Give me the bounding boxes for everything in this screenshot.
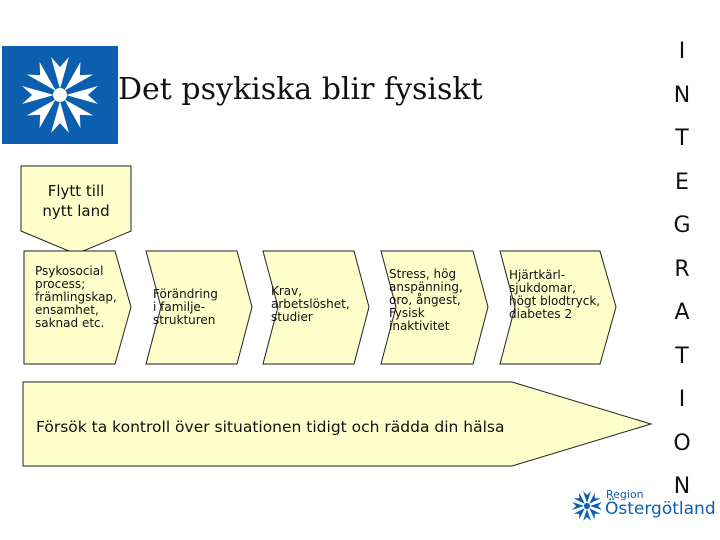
region-ostergotland-logo	[570, 486, 720, 526]
chevron-text: Psykosocial process; främlingskap, ensamhet, saknad etc.	[35, 264, 117, 330]
vertical-letter: O	[673, 430, 691, 456]
chevron-step-1	[23, 250, 132, 365]
callout-move-country	[20, 165, 132, 255]
vertical-letter: T	[675, 343, 689, 369]
integration-vertical-text	[662, 30, 702, 509]
vertical-letter: A	[674, 300, 690, 325]
page-title: Det psykiska blir fysiskt	[118, 72, 483, 107]
chevron-text: Förändring i familje- strukturen	[153, 287, 218, 327]
chevron-step-4	[380, 250, 489, 365]
vertical-letter: T	[675, 126, 689, 151]
chevron-text: Hjärtkärl- sjukdomar, högt blodtryck, diabetes 2	[509, 268, 601, 321]
region-logo-line2: Östergötland	[605, 499, 716, 519]
flower-icon	[2, 46, 118, 144]
vertical-letter: N	[673, 82, 691, 108]
vertical-letter: G	[673, 213, 691, 238]
chevron-text: Stress, hög anspänning, oro, ångest, Fysisk inaktivitet	[389, 267, 463, 333]
region-logo-line1: Region	[606, 488, 644, 501]
vertical-letter: I	[678, 387, 686, 412]
vertical-letter: E	[675, 169, 689, 195]
vertical-letter: R	[674, 256, 690, 282]
chevron-step-5	[499, 250, 617, 365]
callout-text: Flytt till nytt land	[42, 182, 110, 220]
chevron-text: Krav, arbetslöshet, studier	[271, 284, 350, 324]
vertical-letter: N	[673, 474, 691, 499]
chevron-step-2	[145, 250, 253, 365]
chevron-step-3	[262, 250, 370, 365]
small-flower-icon	[570, 488, 604, 524]
big-arrow-text: Försök ta kontroll över situationen tidigt och rädda din hälsa	[36, 418, 505, 436]
region-emblem-logo	[2, 46, 118, 144]
vertical-letter: I	[678, 39, 686, 64]
